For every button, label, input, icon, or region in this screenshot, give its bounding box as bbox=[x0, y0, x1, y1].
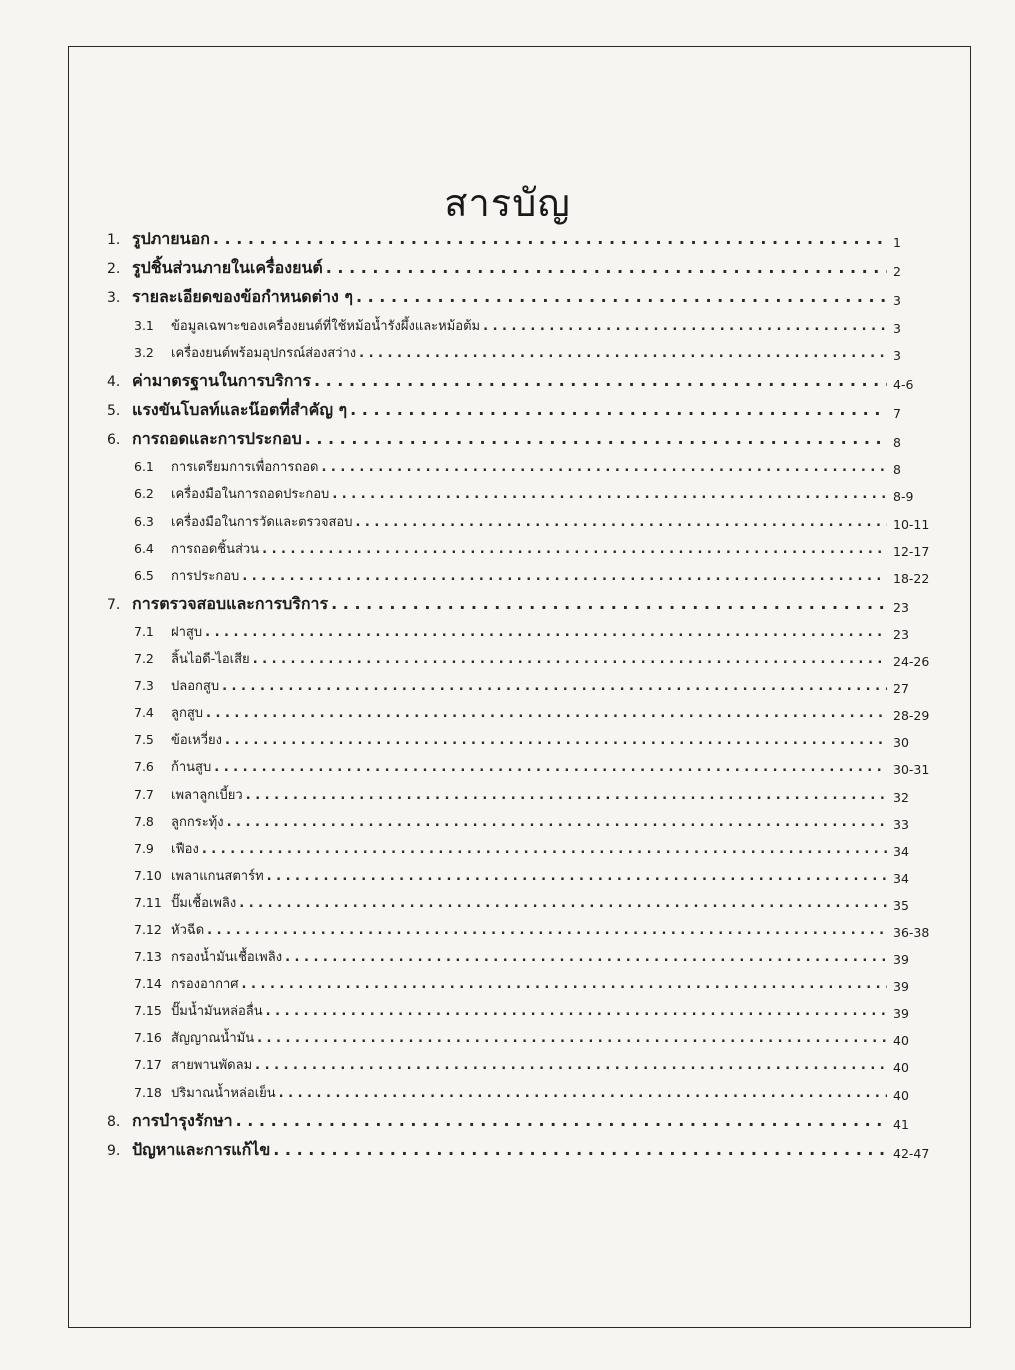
page-title: สารบัญ bbox=[444, 181, 571, 225]
toc-entry-label: เครื่องยนต์พร้อมอุปกรณ์ส่องสว่าง bbox=[171, 345, 357, 361]
toc-entry bbox=[107, 811, 937, 838]
toc-entry-label: ลูกกระทุ้ง bbox=[171, 814, 224, 830]
toc-entry-page: 30-31 bbox=[893, 762, 930, 778]
toc-entry-page: 3 bbox=[893, 293, 901, 309]
toc-entry-page: 8 bbox=[893, 462, 901, 478]
toc-entry-label: แรงขันโบลท์และน๊อตที่สำคัญ ๆ bbox=[132, 399, 348, 419]
toc-entry-number: 7.4 bbox=[134, 705, 154, 721]
toc-entry-page: 40 bbox=[893, 1060, 909, 1076]
toc-entry-label: เพลาลูกเบี้ยว bbox=[171, 787, 243, 803]
toc-entry-number: 2. bbox=[107, 261, 121, 278]
toc-entry-number: 7.2 bbox=[134, 651, 154, 667]
toc-entry-label: รูปชิ้นส่วนภายในเครื่องยนต์ bbox=[132, 258, 323, 278]
toc-entry-number: 7.3 bbox=[134, 678, 154, 694]
toc-entry-label: การถอดชิ้นส่วน bbox=[171, 541, 260, 557]
toc-entry-page: 23 bbox=[893, 626, 909, 642]
toc-entry-number: 7.12 bbox=[134, 922, 162, 937]
toc-entry bbox=[107, 621, 937, 648]
toc-entry-page: 12-17 bbox=[893, 543, 930, 559]
toc-entry-page: 24-26 bbox=[893, 654, 930, 670]
toc-entry-label: ปริมาณน้ำหล่อเย็น bbox=[171, 1085, 276, 1101]
toc-entry-page: 39 bbox=[893, 979, 909, 995]
toc-entry-number: 7.14 bbox=[134, 976, 162, 992]
dot-leader bbox=[253, 652, 887, 667]
dot-leader bbox=[321, 460, 887, 475]
dot-leader bbox=[305, 429, 887, 448]
toc-entry-page: 34 bbox=[893, 870, 909, 886]
toc-entry-label: ลิ้นไอดี-ไอเสีย bbox=[171, 652, 250, 668]
dot-leader bbox=[266, 1004, 887, 1019]
dot-leader bbox=[206, 706, 887, 721]
toc-entry-number: 7.6 bbox=[134, 759, 154, 775]
toc-entry-page: 10-11 bbox=[893, 516, 930, 532]
toc-entry-label: รูปภายนอก bbox=[132, 229, 210, 248]
toc-entry bbox=[107, 227, 937, 256]
dot-leader bbox=[285, 950, 887, 965]
toc-entry bbox=[107, 483, 937, 510]
toc-entry bbox=[107, 511, 937, 538]
toc-entry bbox=[107, 1109, 937, 1138]
toc-entry-number: 7.17 bbox=[134, 1057, 162, 1073]
toc-entry-number: 6.5 bbox=[134, 567, 154, 583]
toc-entry-label: ปั๊มเชื้อเพลิง bbox=[171, 895, 237, 911]
toc-entry-number: 4. bbox=[107, 373, 121, 390]
toc-entry bbox=[107, 592, 937, 621]
toc-entry-page: 18-22 bbox=[893, 570, 930, 586]
toc-entry bbox=[107, 702, 937, 729]
dot-leader bbox=[262, 542, 887, 557]
dot-leader bbox=[239, 896, 887, 911]
toc-entry-number: 7.8 bbox=[134, 813, 154, 829]
toc-entry-label: สายพานพัดลม bbox=[171, 1058, 253, 1074]
dot-leader bbox=[227, 815, 887, 830]
toc-entry-label: ลูกสูบ bbox=[171, 706, 204, 722]
toc-entry-number: 8. bbox=[107, 1113, 121, 1130]
dot-leader bbox=[483, 319, 887, 334]
dot-leader bbox=[246, 788, 887, 803]
toc-entry-label: เพลาแกนสตาร์ท bbox=[171, 868, 264, 884]
toc-entry bbox=[107, 648, 937, 675]
toc-entry-number: 6.1 bbox=[134, 459, 154, 475]
toc-entry bbox=[107, 1054, 937, 1081]
toc-entry-number: 6.2 bbox=[134, 486, 154, 502]
toc-entry-label: การตรวจสอบและการบริการ bbox=[132, 593, 329, 613]
toc-entry-label: กรองอากาศ bbox=[171, 977, 239, 993]
toc-entry-page: 23 bbox=[893, 599, 909, 615]
toc-entry-number: 6. bbox=[107, 432, 121, 449]
toc-entry-label: กรองน้ำมันเชื้อเพลิง bbox=[171, 950, 283, 966]
toc-entry-label: ปลอกสูบ bbox=[171, 679, 220, 695]
toc-entry-label: ฝาสูบ bbox=[171, 624, 203, 640]
toc-entry-label: ก้านสูบ bbox=[171, 760, 212, 776]
toc-entry bbox=[107, 675, 937, 702]
toc-entry bbox=[107, 1000, 937, 1027]
toc-entry bbox=[107, 256, 937, 285]
toc-entry-label: ปัญหาและการแก้ไข bbox=[132, 1139, 271, 1159]
toc-entry bbox=[107, 1138, 937, 1167]
toc-entry bbox=[107, 315, 937, 342]
toc-entry-label: ปั๊มน้ำมันหล่อลื่น bbox=[171, 1004, 263, 1020]
toc-entry bbox=[107, 427, 937, 456]
dot-leader bbox=[359, 346, 887, 361]
dot-leader bbox=[225, 733, 887, 748]
toc-entry-number: 7.18 bbox=[134, 1084, 162, 1100]
toc-entry bbox=[107, 838, 937, 865]
dot-leader bbox=[222, 679, 887, 694]
toc-entry bbox=[107, 756, 937, 783]
table-of-contents bbox=[107, 227, 937, 1167]
toc-entry-page: 39 bbox=[893, 952, 909, 968]
toc-entry-page: 8-9 bbox=[893, 489, 914, 505]
dot-leader bbox=[326, 258, 887, 277]
dot-leader bbox=[267, 869, 887, 884]
toc-entry bbox=[107, 398, 937, 427]
dot-leader bbox=[205, 625, 887, 640]
toc-entry-number: 3.2 bbox=[134, 344, 154, 360]
toc-entry-page: 35 bbox=[893, 897, 909, 913]
toc-entry-label: สัญญาณน้ำมัน bbox=[171, 1031, 255, 1047]
toc-entry-page: 1 bbox=[893, 235, 901, 250]
toc-entry-page: 34 bbox=[893, 843, 909, 859]
toc-entry-page: 8 bbox=[893, 435, 901, 451]
toc-entry bbox=[107, 946, 937, 973]
toc-entry-number: 3.1 bbox=[134, 317, 154, 333]
toc-entry bbox=[107, 919, 937, 946]
toc-entry-number: 7.13 bbox=[134, 949, 162, 965]
toc-entry-number: 7.10 bbox=[134, 867, 162, 883]
toc-entry-label: รายละเอียดของข้อกำหนดต่าง ๆ bbox=[132, 287, 353, 307]
dot-leader bbox=[213, 229, 887, 248]
toc-entry bbox=[107, 1027, 937, 1054]
toc-entry bbox=[107, 565, 937, 592]
toc-entry-page: 32 bbox=[893, 789, 909, 805]
dot-leader bbox=[242, 569, 887, 584]
toc-entry-label: ข้อเหวี่ยง bbox=[171, 733, 222, 749]
dot-leader bbox=[255, 1058, 887, 1073]
toc-entry-page: 2 bbox=[893, 264, 901, 280]
toc-entry-page: 33 bbox=[893, 816, 909, 832]
toc-entry-label: เครื่องมือในการถอดประกอบ bbox=[171, 487, 330, 503]
toc-entry-label: การประกอบ bbox=[171, 568, 240, 584]
toc-entry-number: 3. bbox=[107, 290, 121, 307]
toc-entry bbox=[107, 1082, 937, 1109]
toc-entry-page: 40 bbox=[893, 1033, 909, 1049]
toc-entry-number: 7.7 bbox=[134, 786, 154, 802]
toc-entry-label: การถอดและการประกอบ bbox=[132, 429, 302, 449]
toc-entry bbox=[107, 285, 937, 314]
toc-entry-page: 42-47 bbox=[893, 1145, 930, 1161]
toc-entry-number: 9. bbox=[107, 1142, 121, 1159]
dot-leader bbox=[207, 923, 887, 938]
dot-leader bbox=[202, 842, 887, 857]
dot-leader bbox=[356, 287, 887, 306]
toc-entry-number: 6.3 bbox=[134, 513, 154, 529]
toc-entry-label: เฟือง bbox=[171, 841, 199, 857]
dot-leader bbox=[273, 1140, 887, 1159]
toc-entry-number: 5. bbox=[107, 402, 121, 419]
toc-entry-number: 7.1 bbox=[134, 623, 154, 639]
toc-entry-page: 3 bbox=[893, 347, 901, 363]
toc-entry bbox=[107, 369, 937, 398]
dot-leader bbox=[257, 1031, 887, 1046]
dot-leader bbox=[332, 487, 887, 502]
toc-entry-number: 6.4 bbox=[134, 540, 154, 556]
toc-entry-page: 41 bbox=[893, 1116, 909, 1132]
toc-entry-number: 7.9 bbox=[134, 840, 154, 856]
toc-entry-page: 30 bbox=[893, 735, 909, 751]
toc-entry-number: 1. bbox=[107, 232, 121, 248]
dot-leader bbox=[355, 515, 887, 530]
toc-entry-label: ค่ามาตรฐานในการบริการ bbox=[132, 370, 311, 390]
toc-entry bbox=[107, 784, 937, 811]
toc-entry-label: เครื่องมือในการวัดและตรวจสอบ bbox=[171, 514, 353, 530]
toc-entry-label: หัวฉีด bbox=[171, 923, 205, 938]
dot-leader bbox=[314, 371, 887, 390]
toc-entry-page: 27 bbox=[893, 681, 909, 697]
dot-leader bbox=[350, 400, 887, 419]
toc-entry-page: 3 bbox=[893, 320, 901, 336]
toc-entry bbox=[107, 342, 937, 369]
dot-leader bbox=[236, 1111, 887, 1130]
toc-entry bbox=[107, 456, 937, 483]
toc-entry-page: 28-29 bbox=[893, 708, 930, 724]
toc-entry bbox=[107, 538, 937, 565]
dot-leader bbox=[214, 760, 887, 775]
toc-entry bbox=[107, 892, 937, 919]
dot-leader bbox=[242, 977, 887, 992]
toc-entry-page: 7 bbox=[893, 405, 901, 421]
toc-entry-page: 4-6 bbox=[893, 376, 914, 392]
toc-entry bbox=[107, 973, 937, 1000]
toc-entry bbox=[107, 729, 937, 756]
toc-entry-label: ข้อมูลเฉพาะของเครื่องยนต์ที่ใช้หม้อน้ำรังผึ้งและหม้อต้ม bbox=[171, 318, 481, 334]
dot-leader bbox=[331, 594, 887, 613]
toc-entry bbox=[107, 865, 937, 892]
toc-entry-page: 40 bbox=[893, 1087, 909, 1103]
toc-entry-number: 7. bbox=[107, 596, 121, 613]
dot-leader bbox=[279, 1086, 887, 1101]
toc-entry-label: การเตรียมการเพื่อการถอด bbox=[171, 460, 319, 476]
toc-entry-page: 36-38 bbox=[893, 925, 930, 940]
toc-entry-number: 7.11 bbox=[134, 894, 162, 910]
toc-entry-number: 7.16 bbox=[134, 1030, 162, 1046]
toc-entry-number: 7.5 bbox=[134, 732, 154, 748]
toc-entry-number: 7.15 bbox=[134, 1003, 162, 1019]
toc-entry-page: 39 bbox=[893, 1006, 909, 1022]
toc-entry-label: การบำรุงรักษา bbox=[132, 1110, 233, 1130]
